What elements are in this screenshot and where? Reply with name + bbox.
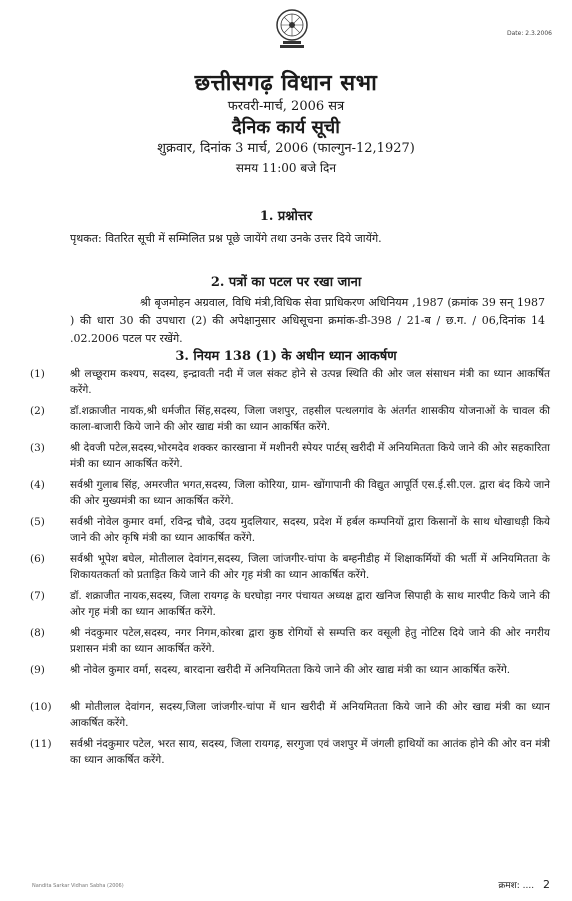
item-number: (2) [30,405,45,417]
list-item [30,736,550,773]
section-text-questions: पृथकत: वितरित सूची में सम्मिलित प्रश्न पूछे जायेंगे तथा उनके उत्तर दिये जायेंगे. [70,232,382,245]
assembly-emblem [275,8,309,50]
item-number: (5) [30,516,45,528]
document-header [0,70,572,178]
item-number: (10) [30,701,52,713]
list-item [30,551,550,588]
section-title-questions: 1. प्रश्नोत्तर [259,209,313,224]
item-number: (7) [30,590,45,602]
list-item [30,440,550,477]
item-number: (4) [30,479,45,491]
item-number: (9) [30,664,45,676]
date-line: शुक्रवार, दिनांक 3 मार्च, 2006 (फाल्गुन-12,1927) [157,141,415,156]
page-number: 2 [543,878,550,891]
list-item [30,514,550,551]
item-text: श्री नोवेल कुमार वर्मा, सदस्य, बारदाना खरीदी में अनियमितता किये जाने की ओर खाद्य मंत्री का ध्यान आकर्षित करेंगे. [70,664,511,676]
item-number: (8) [30,627,45,639]
continued-label: क्रमश: .... [498,881,535,891]
footer-imprint: Nandita Sarkar Vidhan Sabha (2006) [32,883,124,889]
agenda-title: दैनिक कार्य सूची [232,117,340,138]
list-item [30,588,550,625]
item-text: डॉ. शक्राजीत नायक,सदस्य, जिला रायगढ़ के घरघोड़ा नगर पंचायत अध्यक्ष द्वारा खनिज सिपाही के साथ मारपीट किये जाने की ओर गृह मंत्री का ध्यान आकर्षित करेंगे. [70,590,550,618]
section-title-attention: 3. नियम 138 (1) के अधीन ध्यान आकर्षण [175,349,397,364]
assembly-title: छत्तीसगढ़ विधान सभा [194,70,378,96]
list-item [30,625,550,662]
list-item [30,662,550,699]
list-item [30,477,550,514]
list-item [30,366,550,403]
item-text: श्री नंदकुमार पटेल,सदस्य, नगर निगम,कोरबा द्वारा कुष्ठ रोगियों से सम्पत्ति कर वसूली हेतु नोटिस दिये जाने की ओर नगरीय प्रशासन मंत्री का ध्यान आकर्षित करेंगे. [70,627,550,655]
item-text: श्री देवजी पटेल,सदस्य,भोरमदेव शक्कर कारखाना में मशीनरी स्पेयर पार्टस् खरीदी में अनियमितता किये जाने की ओर सहकारिता मंत्री का ध्यान आकर्षित करेंगे. [70,442,550,470]
item-text: श्री लच्छूराम कश्यप, सदस्य, इन्द्रावती नदी में जल संकट होने से उत्पन्न स्थिति की ओर जल संसाधन मंत्री का ध्यान आकर्षित करेंगे. [70,368,550,396]
item-text: सर्वश्री नंदकुमार पटेल, भरत साय, सदस्य, जिला रायगढ़, सरगुजा एवं जशपुर में जंगली हाथियों का आतंक होने की ओर वन मंत्री का ध्यान आकर्षित करेंगे. [70,738,550,766]
list-item [30,403,550,440]
section-text-papers: श्री बृजमोहन अग्रवाल, विधि मंत्री,विधिक सेवा प्राधिकरण अधिनियम ,1987 (क्रमांक 39 सन् 1987 ) की धारा 30 की उपधारा (2) की अपेक्षानुसार अधिसूचना क्रमांक-डी-398 / 21-ब / छ.ग. / 06,दिनांक 14 .02.2006 पटल पर रखेंगे. [70,296,545,345]
item-text: सर्वश्री गुलाब सिंह, अमरजीत भगत,सदस्य, जिला कोरिया, ग्राम- खोंगापानी की विद्युत आपूर्ति एस.ई.सी.एल. द्वारा बंद किये जाने की ओर मुख्यमंत्री का ध्यान आकर्षित करेंगे. [70,479,550,507]
item-number: (6) [30,553,45,565]
item-text: श्री मोतीलाल देवांगन, सदस्य,जिला जांजगीर-चांपा में धान खरीदी में अनियमितता किये जाने की ओर खाद्य मंत्री का ध्यान आकर्षित करेंगे. [70,701,550,729]
date-stamp: Date: 2.3.2006 [507,30,552,37]
item-number: (11) [30,738,52,750]
list-item [30,699,550,736]
item-number: (3) [30,442,45,454]
footer-pagination [498,878,550,891]
item-number: (1) [30,368,45,380]
attention-items-list [30,366,550,773]
item-text: सर्वश्री नोवेल कुमार वर्मा, रविन्द्र चौबे, उदय मुदलियार, सदस्य, प्रदेश में हर्बल कम्पनियों द्वारा किसानों के साथ धोखाधड़ी किये जाने की ओर कृषि मंत्री का ध्यान आकर्षित करेंगे. [70,516,550,544]
item-text: डॉ.शक्राजीत नायक,श्री धर्मजीत सिंह,सदस्य, जिला जशपुर, तहसील पत्थलगांव के अंतर्गत शासकीय योजनाओं के चावल की काला-बाजारी किये जाने की ओर खाद्य मंत्री का ध्यान आकर्षित करेंगे. [70,405,550,433]
session-line: फरवरी-मार्च, 2006 सत्र [227,99,345,114]
time-line: समय 11:00 बजे दिन [235,161,337,175]
item-text: सर्वश्री भूपेश बघेल, मोतीलाल देवांगन,सदस्य, जिला जांजगीर-चांपा के बम्हनीडीह में शिक्षाकर्मियों की भर्ती में अनियमितता के शिकायतकर्ता को प्रताड़ित किये जाने की ओर गृह मंत्री का ध्यान आकर्षित करेंगे. [70,553,550,581]
section-title-papers: 2. पत्रों का पटल पर रखा जाना [210,275,362,290]
